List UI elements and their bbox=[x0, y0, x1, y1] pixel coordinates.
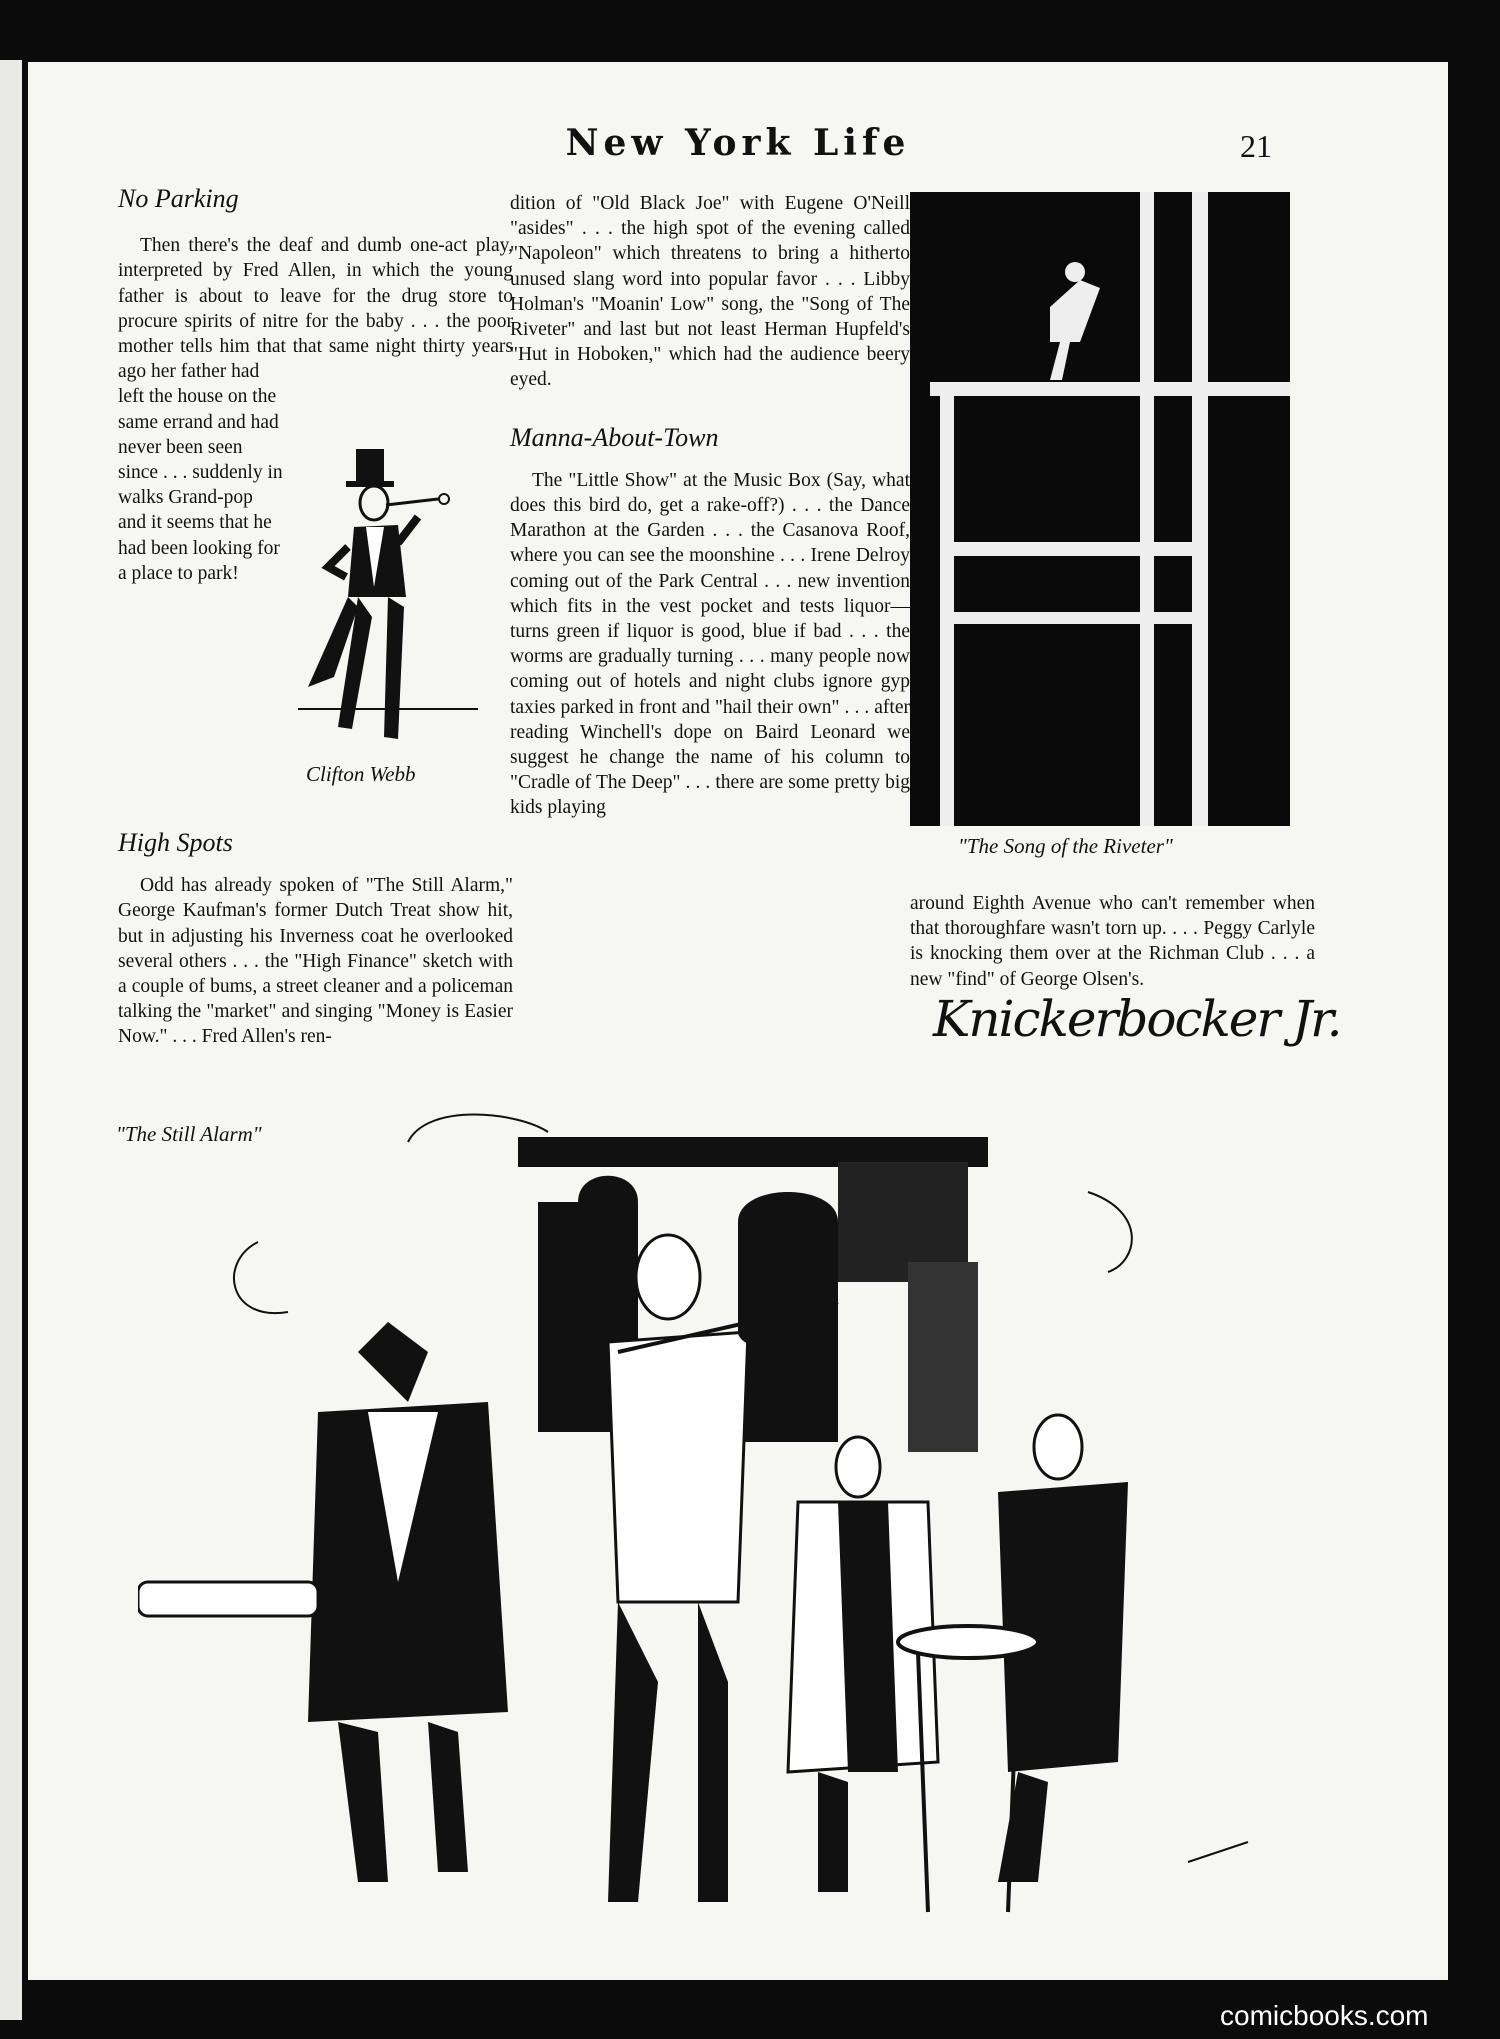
page-number: 21 bbox=[1240, 128, 1272, 164]
column-2 bbox=[510, 191, 910, 821]
high-spots-paragraph: Odd has already spoken of "The Still Alarm," George Kaufman's former Dutch Treat show hit, but in adjusting his Inverness coat he overlooked several others . . . the "High Finance" sketch with a couple of bums, a street cleaner and a policeman talking the "market" and singing "Money is Easier Now." . . . Fred Allen's ren- bbox=[118, 875, 513, 1048]
author-signature: Knickerbocker Jr. bbox=[933, 990, 1341, 1048]
caption-song-of-the-riveter: "The Song of the Riveter" bbox=[958, 834, 1173, 858]
section-heading-no-parking: No Parking bbox=[118, 184, 239, 213]
column-3-lower bbox=[910, 891, 1315, 992]
section-heading-manna-about-town: Manna-About-Town bbox=[510, 422, 719, 452]
no-parking-paragraph: Then there's the deaf and dumb one-act play, interpreted by Fred Allen, in which the young father is about to leave for the drug store to procure spirits of nitre for the baby . . . the poor mother tells him that that same night thirty years ago her father had bbox=[118, 235, 513, 383]
no-parking-paragraph-continued: left the house on the same errand and had never been seen since . . . suddenly in walks Grand-pop and it seems that he had been looking for a place to park! bbox=[118, 386, 283, 584]
manna-paragraph: The "Little Show" at the Music Box (Say, what does this bird do, get a rake-off?) . . . the Dance Marathon at the Garden . . . the Casanova Roof, where you can see the moonshine . . . Irene Delroy coming out of the Park Central . . . new invention which fits in the vest pocket and tests liquor—turns green if liquor is good, blue if bad . . . the worms are gradually turning . . . many people now coming out of hotels and night clubs ignore gyp taxies parked in front and "hail their own" . . . after reading Winchell's dope on Baird Leonard we suggest he change the name of his column to "Cradle of The Deep" . . . there are some pretty big kids playing bbox=[510, 469, 910, 819]
clifton-webb-illustration bbox=[288, 447, 528, 757]
section-heading-high-spots: High Spots bbox=[118, 828, 233, 857]
facing-page-edge bbox=[0, 60, 22, 2020]
col2-top-paragraph: dition of "Old Black Joe" with Eugene O'Neill "asides" . . . the high spot of the evening called "Napoleon" which threatens to bring a hitherto unused slang word into popular favor . . . Libby Holman's "Moanin' Low" song, the "Song of The Riveter" and last but not least Herman Hupfeld's "Hut in Hoboken," which had the audience beery eyed. bbox=[510, 193, 910, 391]
col3-bottom-paragraph: around Eighth Avenue who can't remember when that thoroughfare wasn't torn up. . . . Peggy Carlyle is knocking them over at the Richman Club . . . a new "find" of George Olsen's. bbox=[910, 893, 1315, 990]
page-title: New York Life bbox=[565, 122, 911, 164]
magazine-page bbox=[28, 62, 1448, 1980]
caption-still-alarm: "The Still Alarm" bbox=[116, 1122, 262, 1146]
caption-clifton-webb: Clifton Webb bbox=[306, 762, 416, 786]
column-1-lower bbox=[118, 830, 513, 1050]
still-alarm-illustration bbox=[138, 1082, 1318, 1962]
riveter-illustration bbox=[910, 192, 1290, 826]
watermark-url: comicbooks.com bbox=[1220, 2000, 1429, 2031]
